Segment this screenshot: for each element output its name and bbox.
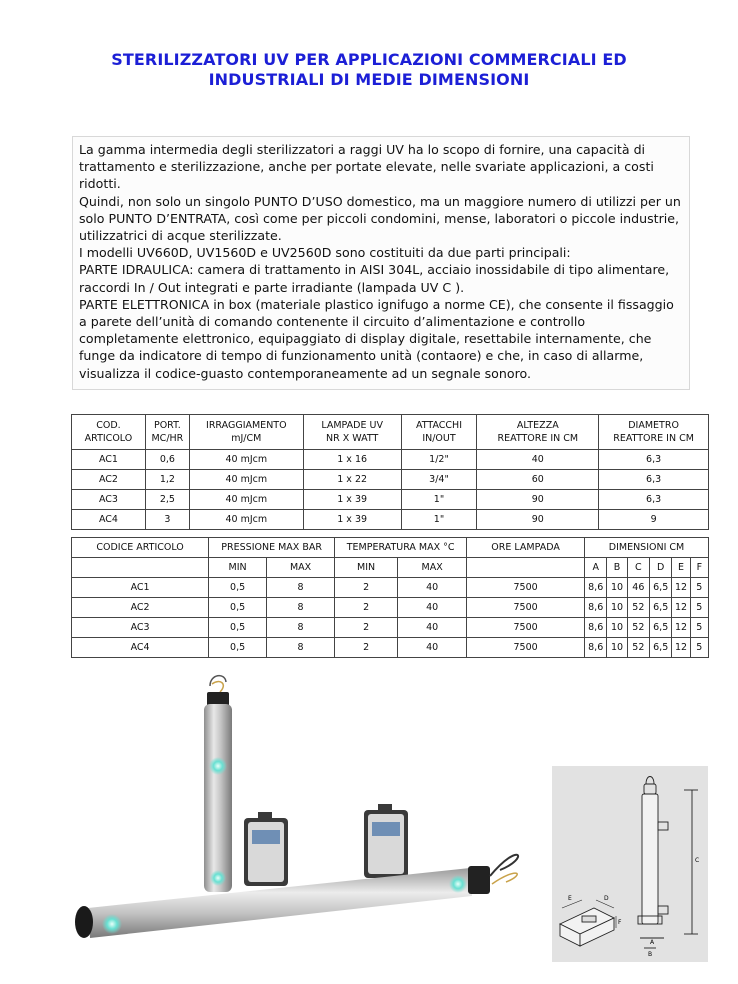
- table-cell: AC3: [72, 618, 209, 638]
- header-cell: ATTACCHI IN/OUT: [401, 415, 477, 450]
- table-cell: 0,6: [145, 450, 189, 470]
- table-cell: 40: [398, 598, 467, 618]
- table-cell: 2: [335, 598, 398, 618]
- table-cell: 5: [690, 638, 708, 658]
- table-cell: 6,5: [650, 598, 672, 618]
- dim-label-f: F: [618, 919, 622, 926]
- table-cell: 5: [690, 598, 708, 618]
- table-cell: 2,5: [145, 490, 189, 510]
- table-header-row: [72, 538, 709, 558]
- table-cell: 1,2: [145, 470, 189, 490]
- header-cell: PRESSIONE MAX BAR: [209, 538, 335, 558]
- control-box: [364, 804, 408, 878]
- header-cell: DIMENSIONI CM: [585, 538, 709, 558]
- operating-table: [71, 537, 709, 658]
- table-cell: AC4: [72, 638, 209, 658]
- table-row: [72, 450, 709, 470]
- table-cell: 3: [145, 510, 189, 530]
- header-cell: MAX: [267, 558, 335, 578]
- table-cell: 1": [401, 510, 477, 530]
- table-cell: 52: [627, 618, 649, 638]
- table-row: [72, 470, 709, 490]
- dim-label-b: B: [648, 951, 653, 958]
- table-cell: AC3: [72, 490, 146, 510]
- table-cell: 60: [477, 470, 599, 490]
- header-cell: ORE LAMPADA: [467, 538, 585, 558]
- table-cell: 7500: [467, 618, 585, 638]
- table-cell: 6,5: [650, 578, 672, 598]
- dim-label-a: A: [650, 939, 655, 946]
- table-cell: 40 mJcm: [189, 510, 303, 530]
- header-cell: MIN: [209, 558, 267, 578]
- table-cell: 10: [607, 638, 627, 658]
- dim-label-c: C: [695, 857, 700, 864]
- table-cell: 52: [627, 638, 649, 658]
- table-row: [72, 598, 709, 618]
- table-row: [72, 578, 709, 598]
- table-cell: 2: [335, 618, 398, 638]
- table-cell: 2: [335, 578, 398, 598]
- table-cell: 1 x 39: [303, 490, 401, 510]
- header-cell: TEMPERATURA MAX °C: [335, 538, 467, 558]
- table-cell: 8,6: [585, 638, 607, 658]
- table-cell: 46: [627, 578, 649, 598]
- header-cell: E: [672, 558, 690, 578]
- table-cell: 40: [398, 618, 467, 638]
- table-cell: 8: [267, 638, 335, 658]
- table-cell: 1/2": [401, 450, 477, 470]
- header-cell: A: [585, 558, 607, 578]
- intro-paragraph: Quindi, non solo un singolo PUNTO D’USO domestico, ma un maggiore numero di utilizzi per un solo PUNTO D’ENTRATA, così come per piccoli condomini, mense, laboratori o piccole industrie, utilizzatrici di acque sterilizzate.: [79, 193, 681, 244]
- table-cell: 8: [267, 578, 335, 598]
- header-cell: COD. ARTICOLO: [72, 415, 146, 450]
- header-cell: [467, 558, 585, 578]
- header-cell: D: [650, 558, 672, 578]
- table-cell: 0,5: [209, 618, 267, 638]
- intro-paragraph: La gamma intermedia degli sterilizzatori a raggi UV ha lo scopo di fornire, una capacità di trattamento e sterilizzazione, anche per portate elevate, nelle svariate applicazioni, a costi ridotti.: [79, 142, 654, 192]
- intro-paragraph: PARTE ELETTRONICA in box (materiale plastico ignifugo a norme CE), che consente il fissaggio a parete dell’unità di comando contenente il circuito d’alimentazione e controllo completamente elettronico, equipaggiato di display digitale, resettabile internamente, che funge da indicatore di tempo di funzionamento unità (contaore) e che, in caso di allarme, visualizza il codice-guasto contemporaneamente ad un segnale sonoro.: [79, 296, 674, 381]
- intro-paragraph: I modelli UV660D, UV1560D e UV2560D sono costituiti da due parti principali:: [79, 245, 571, 261]
- table-cell: 12: [672, 598, 690, 618]
- table-cell: 12: [672, 578, 690, 598]
- table-cell: 12: [672, 638, 690, 658]
- specs-table: [71, 414, 709, 530]
- table-cell: 6,5: [650, 638, 672, 658]
- table-cell: 90: [477, 490, 599, 510]
- table-cell: 10: [607, 618, 627, 638]
- table-cell: 10: [607, 598, 627, 618]
- table-cell: 3/4": [401, 470, 477, 490]
- table-subheader-row: [72, 558, 709, 578]
- table-cell: 0,5: [209, 578, 267, 598]
- header-cell: MIN: [335, 558, 398, 578]
- table-cell: 9: [599, 510, 709, 530]
- table-cell: 6,3: [599, 450, 709, 470]
- vertical-reactor: [204, 676, 232, 892]
- table-cell: 10: [607, 578, 627, 598]
- table-cell: 40 mJcm: [189, 450, 303, 470]
- table-cell: 8: [267, 618, 335, 638]
- dim-label-e: E: [568, 895, 572, 902]
- header-cell: IRRAGGIAMENTO mJ/CM: [189, 415, 303, 450]
- title-line-2: INDUSTRIALI DI MEDIE DIMENSIONI: [208, 70, 530, 89]
- table-cell: 12: [672, 618, 690, 638]
- table-cell: 0,5: [209, 598, 267, 618]
- table-row: [72, 638, 709, 658]
- table-cell: 7500: [467, 598, 585, 618]
- table-cell: 5: [690, 618, 708, 638]
- table-cell: AC1: [72, 450, 146, 470]
- table-cell: AC2: [72, 470, 146, 490]
- header-cell: ALTEZZA REATTORE IN CM: [477, 415, 599, 450]
- table-cell: 8,6: [585, 618, 607, 638]
- table-row: [72, 490, 709, 510]
- table-cell: 7500: [467, 638, 585, 658]
- table-cell: 5: [690, 578, 708, 598]
- table-cell: 6,3: [599, 490, 709, 510]
- table-cell: 6,3: [599, 470, 709, 490]
- header-cell: MAX: [398, 558, 467, 578]
- header-cell: DIAMETRO REATTORE IN CM: [599, 415, 709, 450]
- table-cell: 8: [267, 598, 335, 618]
- title-line-1: STERILIZZATORI UV PER APPLICAZIONI COMMERCIALI ED: [111, 50, 627, 69]
- technical-diagram: [552, 766, 708, 962]
- table-cell: 8,6: [585, 598, 607, 618]
- dim-label-d: D: [604, 895, 609, 902]
- table-cell: 1 x 16: [303, 450, 401, 470]
- table-header-row: [72, 415, 709, 450]
- table-cell: 40: [477, 450, 599, 470]
- table-cell: 90: [477, 510, 599, 530]
- header-cell: LAMPADE UV NR X WATT: [303, 415, 401, 450]
- table-cell: AC1: [72, 578, 209, 598]
- table-cell: 40 mJcm: [189, 470, 303, 490]
- table-cell: AC2: [72, 598, 209, 618]
- table-cell: 2: [335, 638, 398, 658]
- table-cell: 8,6: [585, 578, 607, 598]
- table-row: [72, 618, 709, 638]
- table-cell: 40: [398, 578, 467, 598]
- header-cell: C: [627, 558, 649, 578]
- table-cell: AC4: [72, 510, 146, 530]
- table-cell: 1": [401, 490, 477, 510]
- horizontal-reactor: [75, 855, 518, 938]
- product-photo: [60, 670, 520, 950]
- header-cell: CODICE ARTICOLO: [72, 538, 209, 558]
- table-cell: 0,5: [209, 638, 267, 658]
- table-cell: 52: [627, 598, 649, 618]
- table-cell: 6,5: [650, 618, 672, 638]
- header-cell: [72, 558, 209, 578]
- header-cell: PORT. MC/HR: [145, 415, 189, 450]
- intro-box: [72, 136, 690, 390]
- intro-paragraph: PARTE IDRAULICA: camera di trattamento in AISI 304L, acciaio inossidabile di tipo alimentare, raccordi In / Out integrati e parte irradiante (lampada UV C ).: [79, 262, 670, 295]
- page-title: [0, 50, 738, 90]
- table-cell: 7500: [467, 578, 585, 598]
- table-row: [72, 510, 709, 530]
- table-cell: 1 x 39: [303, 510, 401, 530]
- header-cell: B: [607, 558, 627, 578]
- header-cell: F: [690, 558, 708, 578]
- table-cell: 40: [398, 638, 467, 658]
- table-cell: 40 mJcm: [189, 490, 303, 510]
- table-cell: 1 x 22: [303, 470, 401, 490]
- control-box: [244, 812, 288, 886]
